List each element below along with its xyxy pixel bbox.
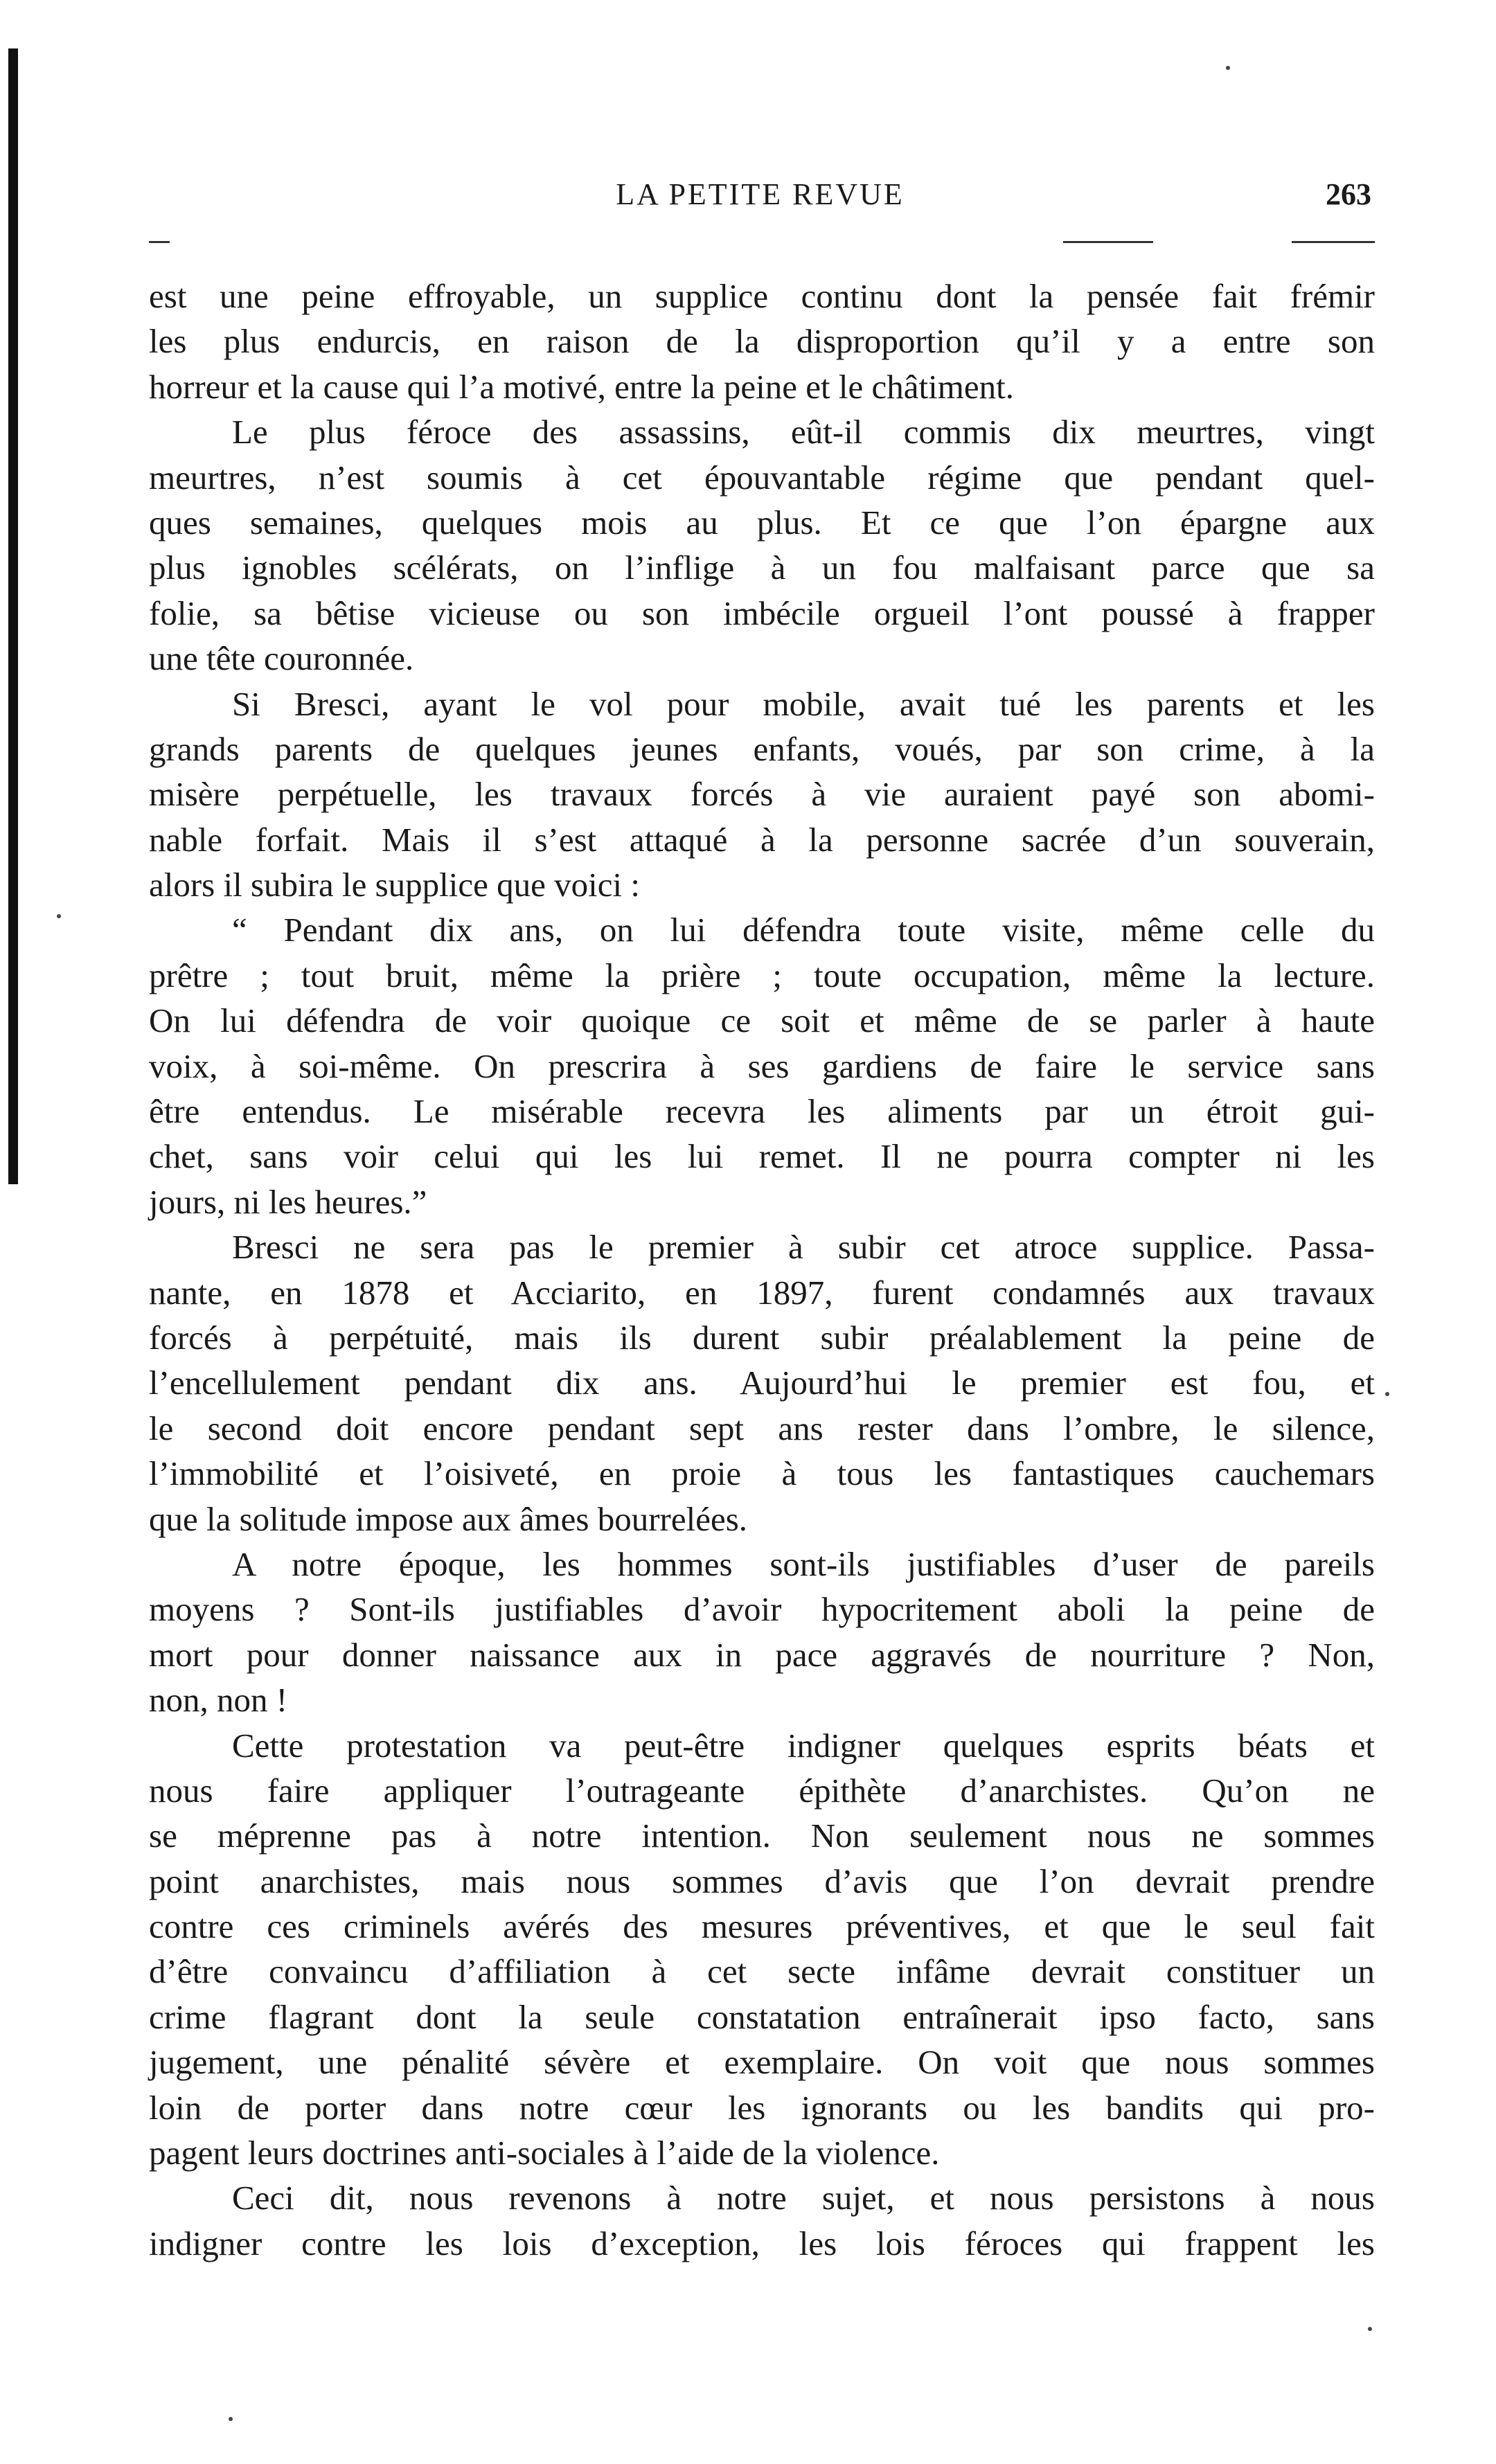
text-line: être entendus. Le misérable recevra les aliments par un étroit gui- xyxy=(149,1092,1375,1131)
text-line: Cette protestation va peut-être indigner quelques esprits béats et xyxy=(232,1726,1375,1765)
text-line: non, non ! xyxy=(149,1681,288,1720)
text-line: horreur et la cause qui l’a motivé, entre la peine et le châtiment. xyxy=(149,367,1014,406)
text-line: se méprenne pas à notre intention. Non seulement nous ne sommes xyxy=(149,1816,1375,1855)
running-title: LA PETITE REVUE xyxy=(616,177,905,211)
text-line: meurtres, n’est soumis à cet épouvantable régime que pendant quel- xyxy=(149,458,1375,497)
text-line: loin de porter dans notre cœur les ignorants ou les bandits qui pro- xyxy=(149,2088,1375,2127)
header-rule-segment xyxy=(1292,241,1375,243)
scan-speck xyxy=(57,914,61,918)
text-line: jours, ni les heures.” xyxy=(149,1182,427,1221)
page-header xyxy=(149,177,1371,218)
text-line: pagent leurs doctrines anti-sociales à l’aide de la violence. xyxy=(149,2134,940,2172)
text-line: chet, sans voir celui qui les lui remet. Il ne pourra compter ni les xyxy=(149,1137,1375,1176)
text-line: voix, à soi-même. On prescrira à ses gardiens de faire le service sans xyxy=(149,1046,1375,1085)
text-line: A notre époque, les hommes sont-ils justifiables d’user de pareils xyxy=(232,1544,1375,1583)
text-line: l’immobilité et l’oisiveté, en proie à tous les fantastiques cauchemars xyxy=(149,1454,1375,1493)
header-rule-segment xyxy=(149,241,170,243)
text-line: forcés à perpétuité, mais ils durent subir préalablement la peine de xyxy=(149,1318,1375,1357)
text-line: nous faire appliquer l’outrageante épithète d’anarchistes. Qu’on ne xyxy=(149,1771,1375,1810)
article-body xyxy=(149,274,1375,2266)
text-line: plus ignobles scélérats, on l’inflige à un fou malfaisant parce que sa xyxy=(149,548,1375,587)
text-line: nante, en 1878 et Acciarito, en 1897, furent condamnés aux travaux xyxy=(149,1273,1375,1312)
text-line: moyens ? Sont-ils justifiables d’avoir hypocritement aboli la peine de xyxy=(149,1590,1375,1629)
scan-speck xyxy=(1226,66,1230,70)
text-line: Bresci ne sera pas le premier à subir cet atroce supplice. Passa- xyxy=(232,1228,1375,1267)
text-line: grands parents de quelques jeunes enfants, voués, par son crime, à la xyxy=(149,729,1375,768)
text-line: prêtre ; tout bruit, même la prière ; toute occupation, même la lecture. xyxy=(149,956,1375,994)
text-line: Si Bresci, ayant le vol pour mobile, avait tué les parents et les xyxy=(232,684,1375,723)
scan-speck xyxy=(1368,2327,1372,2331)
text-line: folie, sa bêtise vicieuse ou son imbécile orgueil l’ont poussé à frapper xyxy=(149,593,1375,632)
text-line: contre ces criminels avérés des mesures préventives, et que le seul fait xyxy=(149,1907,1375,1946)
text-line: crime flagrant dont la seule constatation entraînerait ipso facto, sans xyxy=(149,1997,1375,2036)
text-line: “ Pendant dix ans, on lui défendra toute visite, même celle du xyxy=(232,911,1375,949)
text-line: nable forfait. Mais il s’est attaqué à la personne sacrée d’un souverain, xyxy=(149,820,1375,859)
text-line: l’encellulement pendant dix ans. Aujourd’hui le premier est fou, et xyxy=(149,1364,1375,1402)
text-line: Ceci dit, nous revenons à notre sujet, et nous persistons à nous xyxy=(232,2179,1375,2217)
scan-page-edge xyxy=(8,48,18,1184)
text-line: alors il subira le supplice que voici : xyxy=(149,866,640,904)
page-number: 263 xyxy=(1326,177,1371,211)
text-line: mort pour donner naissance aux in pace aggravés de nourriture ? Non, xyxy=(149,1635,1375,1674)
text-line: les plus endurcis, en raison de la disproportion qu’il y a entre son xyxy=(149,322,1375,361)
header-rule-segment xyxy=(1063,241,1153,243)
text-line: indigner contre les lois d’exception, les lois féroces qui frappent les xyxy=(149,2224,1375,2262)
scan-speck xyxy=(229,2417,233,2421)
text-line: Le plus féroce des assassins, eût-il commis dix meurtres, vingt xyxy=(232,413,1375,452)
text-line: d’être convaincu d’affiliation à cet secte infâme devrait constituer un xyxy=(149,1952,1375,1991)
text-line: que la solitude impose aux âmes bourrelées. xyxy=(149,1499,748,1538)
text-line: On lui défendra de voir quoique ce soit et même de se parler à haute xyxy=(149,1001,1375,1040)
text-line: jugement, une pénalité sévère et exemplaire. On voit que nous sommes xyxy=(149,2043,1375,2082)
text-line: est une peine effroyable, un supplice continu dont la pensée fait frémir xyxy=(149,277,1375,315)
text-line: le second doit encore pendant sept ans rester dans l’ombre, le silence, xyxy=(149,1409,1375,1447)
text-line: point anarchistes, mais nous sommes d’avis que l’on devrait prendre xyxy=(149,1862,1375,1900)
text-line: ques semaines, quelques mois au plus. Et ce que l’on épargne aux xyxy=(149,503,1375,542)
text-line: misère perpétuelle, les travaux forcés à vie auraient payé son abomi- xyxy=(149,775,1375,814)
text-line: une tête couronnée. xyxy=(149,639,414,678)
scan-speck xyxy=(1385,1392,1389,1396)
